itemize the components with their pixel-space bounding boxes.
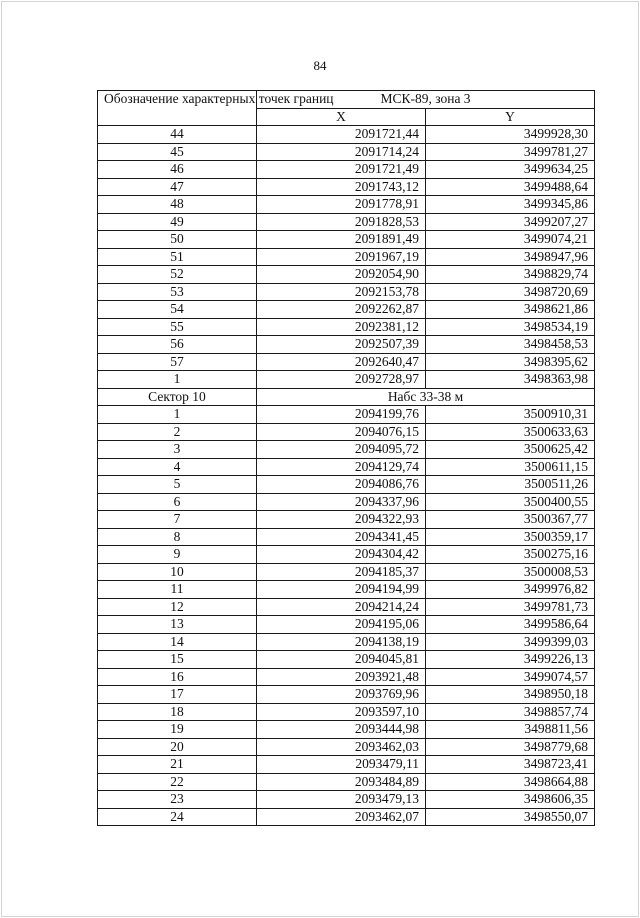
point-cell: 9 (98, 546, 257, 564)
y-cell: 3498606,35 (426, 791, 595, 809)
point-cell: 51 (98, 248, 257, 266)
point-cell: 46 (98, 161, 257, 179)
table-row (98, 161, 595, 179)
y-cell: 3500633,63 (426, 423, 595, 441)
y-cell: 3498720,69 (426, 283, 595, 301)
table-row (98, 703, 595, 721)
table-row (98, 126, 595, 144)
page-number: 84 (313, 58, 327, 73)
x-cell: 2094045,81 (257, 651, 426, 669)
point-cell: 14 (98, 633, 257, 651)
point-cell: 18 (98, 703, 257, 721)
point-cell: 50 (98, 231, 257, 249)
table-row (98, 458, 595, 476)
x-cell: 2094195,06 (257, 616, 426, 634)
table-row (98, 353, 595, 371)
point-cell: 49 (98, 213, 257, 231)
y-cell: 3500367,77 (426, 511, 595, 529)
table-row (98, 511, 595, 529)
table-row (98, 178, 595, 196)
point-cell: 53 (98, 283, 257, 301)
table-row (98, 773, 595, 791)
y-cell: 3498779,68 (426, 738, 595, 756)
point-cell: 13 (98, 616, 257, 634)
y-cell: 3500910,31 (426, 406, 595, 424)
table-row (98, 213, 595, 231)
y-cell: 3499074,21 (426, 231, 595, 249)
y-cell: 3499586,64 (426, 616, 595, 634)
point-cell: 12 (98, 598, 257, 616)
x-cell: 2094322,93 (257, 511, 426, 529)
point-cell: 54 (98, 301, 257, 319)
table-row (98, 476, 595, 494)
y-cell: 3499207,27 (426, 213, 595, 231)
header-point-designation: Обозначение характерных точек границ (98, 91, 257, 126)
coordinates-table (97, 90, 595, 826)
x-cell: 2093444,98 (257, 721, 426, 739)
y-cell: 3498950,18 (426, 686, 595, 704)
y-cell: 3499976,82 (426, 581, 595, 599)
point-cell: 44 (98, 126, 257, 144)
point-cell: 2 (98, 423, 257, 441)
table-row (98, 738, 595, 756)
y-cell: 3498458,53 (426, 336, 595, 354)
x-cell: 2094095,72 (257, 441, 426, 459)
table-row (98, 791, 595, 809)
x-cell: 2093921,48 (257, 668, 426, 686)
x-cell: 2093462,07 (257, 808, 426, 826)
header-y: Y (426, 108, 595, 126)
x-cell: 2094129,74 (257, 458, 426, 476)
point-cell: 3 (98, 441, 257, 459)
point-cell: 22 (98, 773, 257, 791)
x-cell: 2094214,24 (257, 598, 426, 616)
y-cell: 3498363,98 (426, 371, 595, 389)
point-cell: 52 (98, 266, 257, 284)
point-cell: 15 (98, 651, 257, 669)
y-cell: 3498395,62 (426, 353, 595, 371)
table-row (98, 633, 595, 651)
y-cell: 3498811,56 (426, 721, 595, 739)
y-cell: 3500511,26 (426, 476, 595, 494)
y-cell: 3498534,19 (426, 318, 595, 336)
y-cell: 3499074,57 (426, 668, 595, 686)
table-row (98, 721, 595, 739)
table-row (98, 423, 595, 441)
y-cell: 3498829,74 (426, 266, 595, 284)
x-cell: 2091721,44 (257, 126, 426, 144)
table-row (98, 756, 595, 774)
point-cell: 17 (98, 686, 257, 704)
point-cell: 21 (98, 756, 257, 774)
x-cell: 2094138,19 (257, 633, 426, 651)
table-row (98, 406, 595, 424)
x-cell: 2092507,39 (257, 336, 426, 354)
y-cell: 3500400,55 (426, 493, 595, 511)
x-cell: 2094185,37 (257, 563, 426, 581)
x-cell: 2094194,99 (257, 581, 426, 599)
table-row (98, 581, 595, 599)
y-cell: 3498621,86 (426, 301, 595, 319)
x-cell: 2091743,12 (257, 178, 426, 196)
sector-row (98, 388, 595, 406)
x-cell: 2093484,89 (257, 773, 426, 791)
x-cell: 2094076,15 (257, 423, 426, 441)
point-cell: 11 (98, 581, 257, 599)
point-cell: 8 (98, 528, 257, 546)
header-row-1 (98, 91, 595, 109)
table-row (98, 266, 595, 284)
table-row (98, 283, 595, 301)
x-cell: 2091714,24 (257, 143, 426, 161)
point-cell: 45 (98, 143, 257, 161)
table-row (98, 143, 595, 161)
point-cell: 10 (98, 563, 257, 581)
table-row (98, 248, 595, 266)
y-cell: 3498947,96 (426, 248, 595, 266)
table-row (98, 318, 595, 336)
y-cell: 3499928,30 (426, 126, 595, 144)
x-cell: 2092153,78 (257, 283, 426, 301)
x-cell: 2092728,97 (257, 371, 426, 389)
y-cell: 3500625,42 (426, 441, 595, 459)
x-cell: 2092054,90 (257, 266, 426, 284)
point-cell: 20 (98, 738, 257, 756)
table-row (98, 808, 595, 826)
y-cell: 3498857,74 (426, 703, 595, 721)
x-cell: 2093479,11 (257, 756, 426, 774)
table-row (98, 336, 595, 354)
x-cell: 2094199,76 (257, 406, 426, 424)
table-row (98, 528, 595, 546)
x-cell: 2094304,42 (257, 546, 426, 564)
point-cell: 19 (98, 721, 257, 739)
table-row (98, 231, 595, 249)
x-cell: 2094086,76 (257, 476, 426, 494)
point-cell: 55 (98, 318, 257, 336)
y-cell: 3499226,13 (426, 651, 595, 669)
point-cell: 24 (98, 808, 257, 826)
sector-label: Сектор 10 (98, 388, 257, 406)
table-row (98, 493, 595, 511)
table-row (98, 371, 595, 389)
x-cell: 2094341,45 (257, 528, 426, 546)
point-cell: 5 (98, 476, 257, 494)
y-cell: 3499781,27 (426, 143, 595, 161)
table-row (98, 546, 595, 564)
point-cell: 1 (98, 406, 257, 424)
y-cell: 3498550,07 (426, 808, 595, 826)
y-cell: 3499345,86 (426, 196, 595, 214)
x-cell: 2092262,87 (257, 301, 426, 319)
x-cell: 2092640,47 (257, 353, 426, 371)
y-cell: 3499634,25 (426, 161, 595, 179)
table-row (98, 563, 595, 581)
table-row (98, 301, 595, 319)
x-cell: 2092381,12 (257, 318, 426, 336)
point-cell: 6 (98, 493, 257, 511)
point-cell: 48 (98, 196, 257, 214)
y-cell: 3500275,16 (426, 546, 595, 564)
point-cell: 7 (98, 511, 257, 529)
table-row (98, 668, 595, 686)
table-row (98, 686, 595, 704)
y-cell: 3498723,41 (426, 756, 595, 774)
header-x: X (257, 108, 426, 126)
point-cell: 56 (98, 336, 257, 354)
table-row (98, 196, 595, 214)
table-row (98, 651, 595, 669)
x-cell: 2091828,53 (257, 213, 426, 231)
x-cell: 2093769,96 (257, 686, 426, 704)
point-cell: 16 (98, 668, 257, 686)
x-cell: 2093479,13 (257, 791, 426, 809)
point-cell: 4 (98, 458, 257, 476)
x-cell: 2091778,91 (257, 196, 426, 214)
point-cell: 23 (98, 791, 257, 809)
y-cell: 3499399,03 (426, 633, 595, 651)
y-cell: 3499781,73 (426, 598, 595, 616)
y-cell: 3500611,15 (426, 458, 595, 476)
table-row (98, 598, 595, 616)
y-cell: 3500359,17 (426, 528, 595, 546)
header-coordinate-system: МСК-89, зона 3 (257, 91, 595, 109)
x-cell: 2091891,49 (257, 231, 426, 249)
y-cell: 3498664,88 (426, 773, 595, 791)
x-cell: 2091721,49 (257, 161, 426, 179)
point-cell: 47 (98, 178, 257, 196)
x-cell: 2093597,10 (257, 703, 426, 721)
x-cell: 2093462,03 (257, 738, 426, 756)
point-cell: 1 (98, 371, 257, 389)
y-cell: 3499488,64 (426, 178, 595, 196)
table-row (98, 616, 595, 634)
point-cell: 57 (98, 353, 257, 371)
sector-note: Набс 33-38 м (257, 388, 595, 406)
x-cell: 2091967,19 (257, 248, 426, 266)
x-cell: 2094337,96 (257, 493, 426, 511)
y-cell: 3500008,53 (426, 563, 595, 581)
table-row (98, 441, 595, 459)
